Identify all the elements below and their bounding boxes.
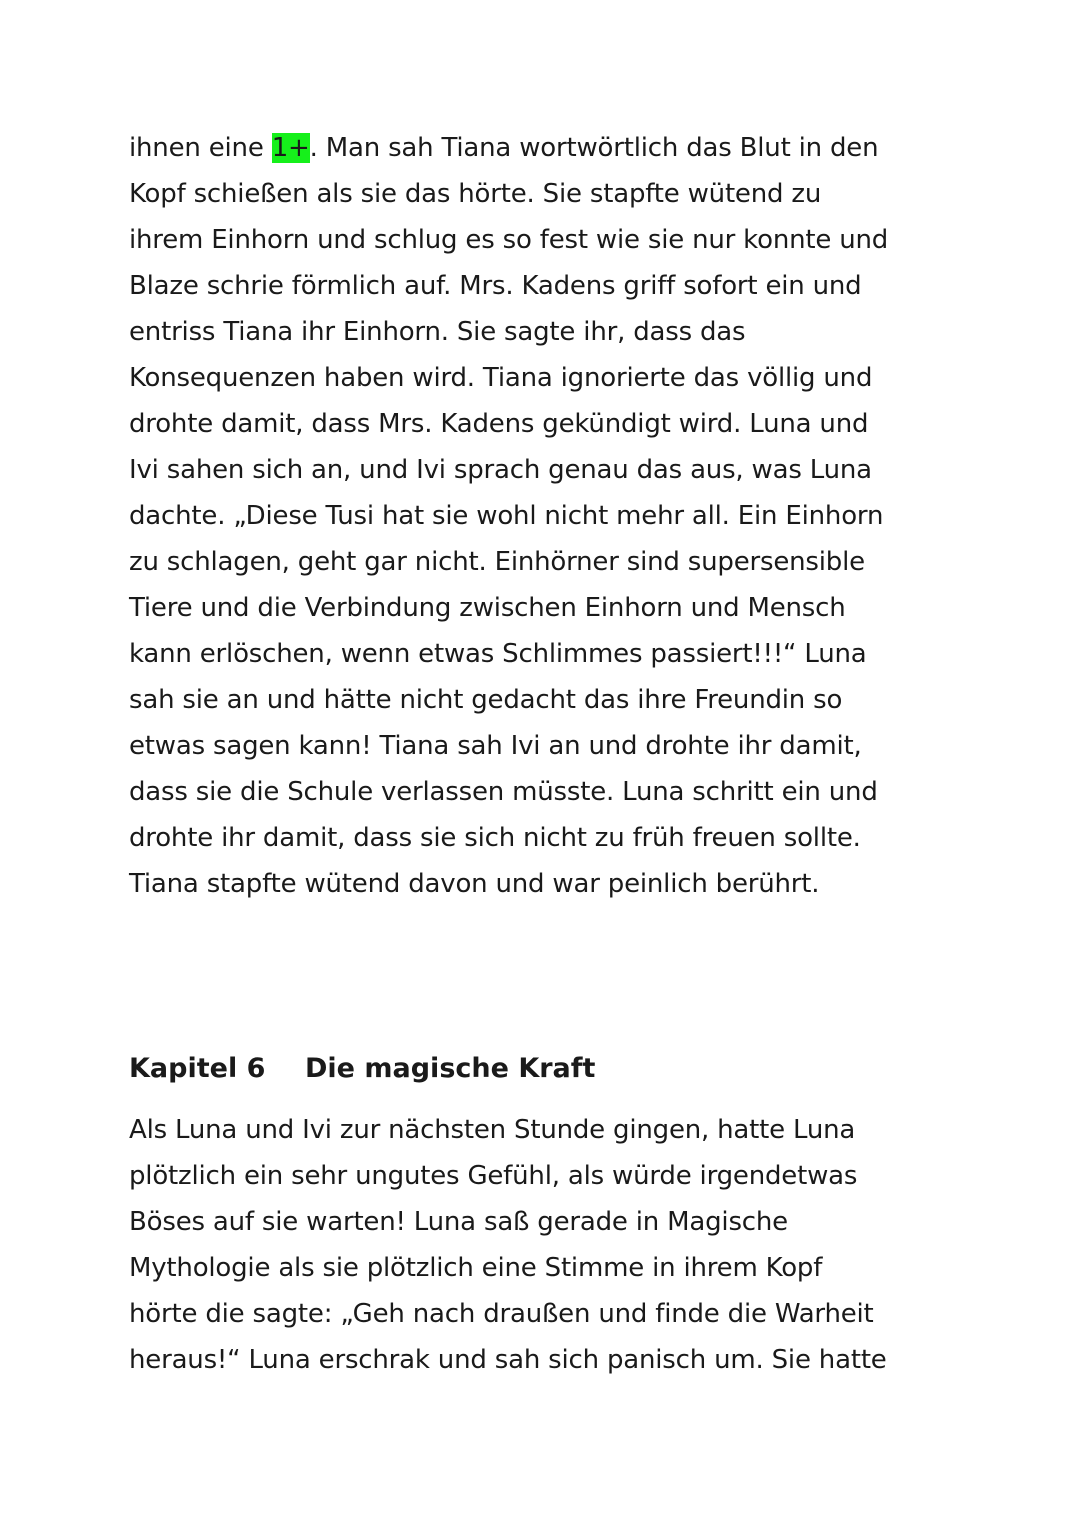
text-line: Tiere und die Verbindung zwischen Einhorn und Mensch (129, 593, 846, 623)
text-line: ihrem Einhorn und schlug es so fest wie sie nur konnte und (129, 225, 889, 255)
text-line: Böses auf sie warten! Luna saß gerade in Magische (129, 1207, 788, 1237)
text-line: dachte. „Diese Tusi hat sie wohl nicht mehr all. Ein Einhorn (129, 501, 884, 531)
text-line: Mythologie als sie plötzlich eine Stimme in ihrem Kopf (129, 1253, 823, 1283)
chapter-number: Kapitel 6 (129, 1053, 266, 1084)
text-line: entriss Tiana ihr Einhorn. Sie sagte ihr, dass das (129, 317, 746, 347)
text-segment: . Man sah Tiana wortwörtlich das Blut in den (309, 133, 879, 163)
text-line: etwas sagen kann! Tiana sah Ivi an und drohte ihr damit, (129, 731, 862, 761)
text-line: plötzlich ein sehr ungutes Gefühl, als würde irgendetwas (129, 1161, 858, 1191)
text-line (129, 125, 989, 171)
text-line: Tiana stapfte wütend davon und war peinlich berührt. (129, 869, 820, 899)
story-paragraph-2 (129, 1107, 989, 1383)
text-line: dass sie die Schule verlassen müsste. Luna schritt ein und (129, 777, 878, 807)
text-line: drohte damit, dass Mrs. Kadens gekündigt wird. Luna und (129, 409, 869, 439)
text-segment: ihnen eine (129, 133, 272, 163)
chapter-title: Die magische Kraft (305, 1053, 596, 1084)
text-line: Konsequenzen haben wird. Tiana ignorierte das völlig und (129, 363, 873, 393)
text-line: hörte die sagte: „Geh nach draußen und finde die Warheit (129, 1299, 874, 1329)
text-line: drohte ihr damit, dass sie sich nicht zu früh freuen sollte. (129, 823, 861, 853)
text-line: Ivi sahen sich an, und Ivi sprach genau das aus, was Luna (129, 455, 872, 485)
text-line: Blaze schrie förmlich auf. Mrs. Kadens griff sofort ein und (129, 271, 862, 301)
text-line: Kopf schießen als sie das hörte. Sie stapfte wütend zu (129, 179, 822, 209)
text-line: kann erlöschen, wenn etwas Schlimmes passiert!!!“ Luna (129, 639, 867, 669)
text-line: sah sie an und hätte nicht gedacht das ihre Freundin so (129, 685, 843, 715)
chapter-heading (129, 1046, 595, 1092)
text-line: heraus!“ Luna erschrak und sah sich panisch um. Sie hatte (129, 1345, 887, 1375)
text-line: zu schlagen, geht gar nicht. Einhörner sind supersensible (129, 547, 865, 577)
highlighted-text: 1+ (271, 133, 310, 163)
story-paragraph-1 (129, 125, 989, 907)
text-line: Als Luna und Ivi zur nächsten Stunde gingen, hatte Luna (129, 1115, 856, 1145)
